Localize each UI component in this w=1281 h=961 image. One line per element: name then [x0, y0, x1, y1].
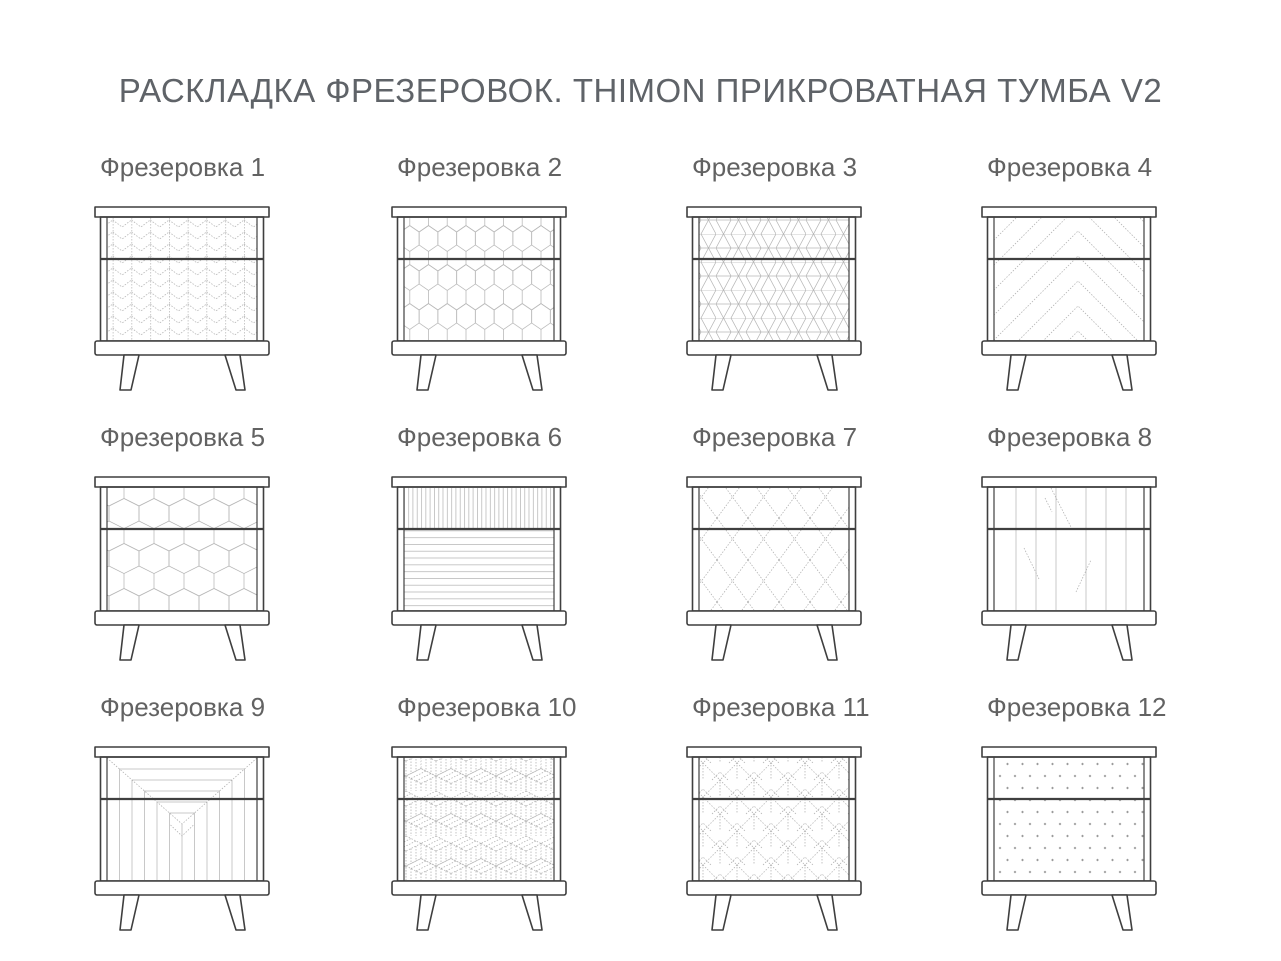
nightstand-drawing — [391, 746, 567, 936]
top-plate — [392, 477, 566, 487]
top-plate — [687, 477, 861, 487]
legs — [712, 625, 837, 660]
side-rails — [994, 487, 1144, 611]
milling-label: Фрезеровка 7 — [692, 422, 858, 452]
top-plate — [95, 207, 269, 217]
top-plate — [982, 207, 1156, 217]
milling-card — [975, 690, 1275, 936]
nightstand-drawing — [686, 746, 862, 936]
nightstand-drawing — [391, 206, 567, 396]
nightstand-drawing — [94, 746, 270, 936]
plinth — [982, 341, 1156, 355]
legs — [120, 625, 245, 660]
plinth — [982, 611, 1156, 625]
milling-card — [385, 420, 685, 666]
nightstand-drawing — [686, 476, 862, 666]
milling-label: Фрезеровка 10 — [397, 692, 577, 722]
legs — [417, 355, 542, 390]
milling-label: Фрезеровка 2 — [397, 152, 563, 182]
milling-label: Фрезеровка 3 — [692, 152, 858, 182]
plinth — [687, 881, 861, 895]
nightstand-drawing — [94, 206, 270, 396]
milling-card — [975, 420, 1275, 666]
legs — [712, 355, 837, 390]
milling-card — [88, 690, 388, 936]
plinth — [95, 881, 269, 895]
top-plate — [982, 477, 1156, 487]
milling-label: Фрезеровка 12 — [987, 692, 1167, 722]
plinth — [687, 611, 861, 625]
milling-card — [975, 150, 1275, 396]
milling-label: Фрезеровка 8 — [987, 422, 1153, 452]
milling-label: Фрезеровка 4 — [987, 152, 1153, 182]
milling-label: Фрезеровка 5 — [100, 422, 266, 452]
plinth — [392, 881, 566, 895]
top-plate — [392, 207, 566, 217]
legs — [712, 895, 837, 930]
nightstand-drawing — [686, 206, 862, 396]
milling-card — [680, 420, 980, 666]
milling-card — [680, 690, 980, 936]
legs — [120, 355, 245, 390]
plinth — [392, 341, 566, 355]
milling-label: Фрезеровка 6 — [397, 422, 563, 452]
plinth — [982, 881, 1156, 895]
legs — [1007, 355, 1132, 390]
nightstand-drawing — [981, 476, 1157, 666]
plinth — [95, 341, 269, 355]
top-plate — [95, 747, 269, 757]
legs — [1007, 895, 1132, 930]
page-title: РАСКЛАДКА ФРЕЗЕРОВОК. THIMON ПРИКРОВАТНАЯ ТУМБА V2 — [118, 72, 1163, 109]
plinth — [392, 611, 566, 625]
milling-card — [88, 150, 388, 396]
plinth — [687, 341, 861, 355]
top-plate — [687, 207, 861, 217]
milling-label: Фрезеровка 1 — [100, 152, 266, 182]
milling-card — [385, 690, 685, 936]
top-plate — [982, 747, 1156, 757]
legs — [417, 625, 542, 660]
nightstand-drawing — [94, 476, 270, 666]
milling-card — [385, 150, 685, 396]
milling-label: Фрезеровка 9 — [100, 692, 266, 722]
legs — [1007, 625, 1132, 660]
nightstand-drawing — [391, 476, 567, 666]
nightstand-drawing — [981, 206, 1157, 396]
milling-card — [680, 150, 980, 396]
legs — [417, 895, 542, 930]
top-plate — [95, 477, 269, 487]
milling-card — [88, 420, 388, 666]
top-plate — [392, 747, 566, 757]
nightstand-drawing — [981, 746, 1157, 936]
plinth — [95, 611, 269, 625]
milling-label: Фрезеровка 11 — [692, 692, 870, 722]
legs — [120, 895, 245, 930]
top-plate — [687, 747, 861, 757]
